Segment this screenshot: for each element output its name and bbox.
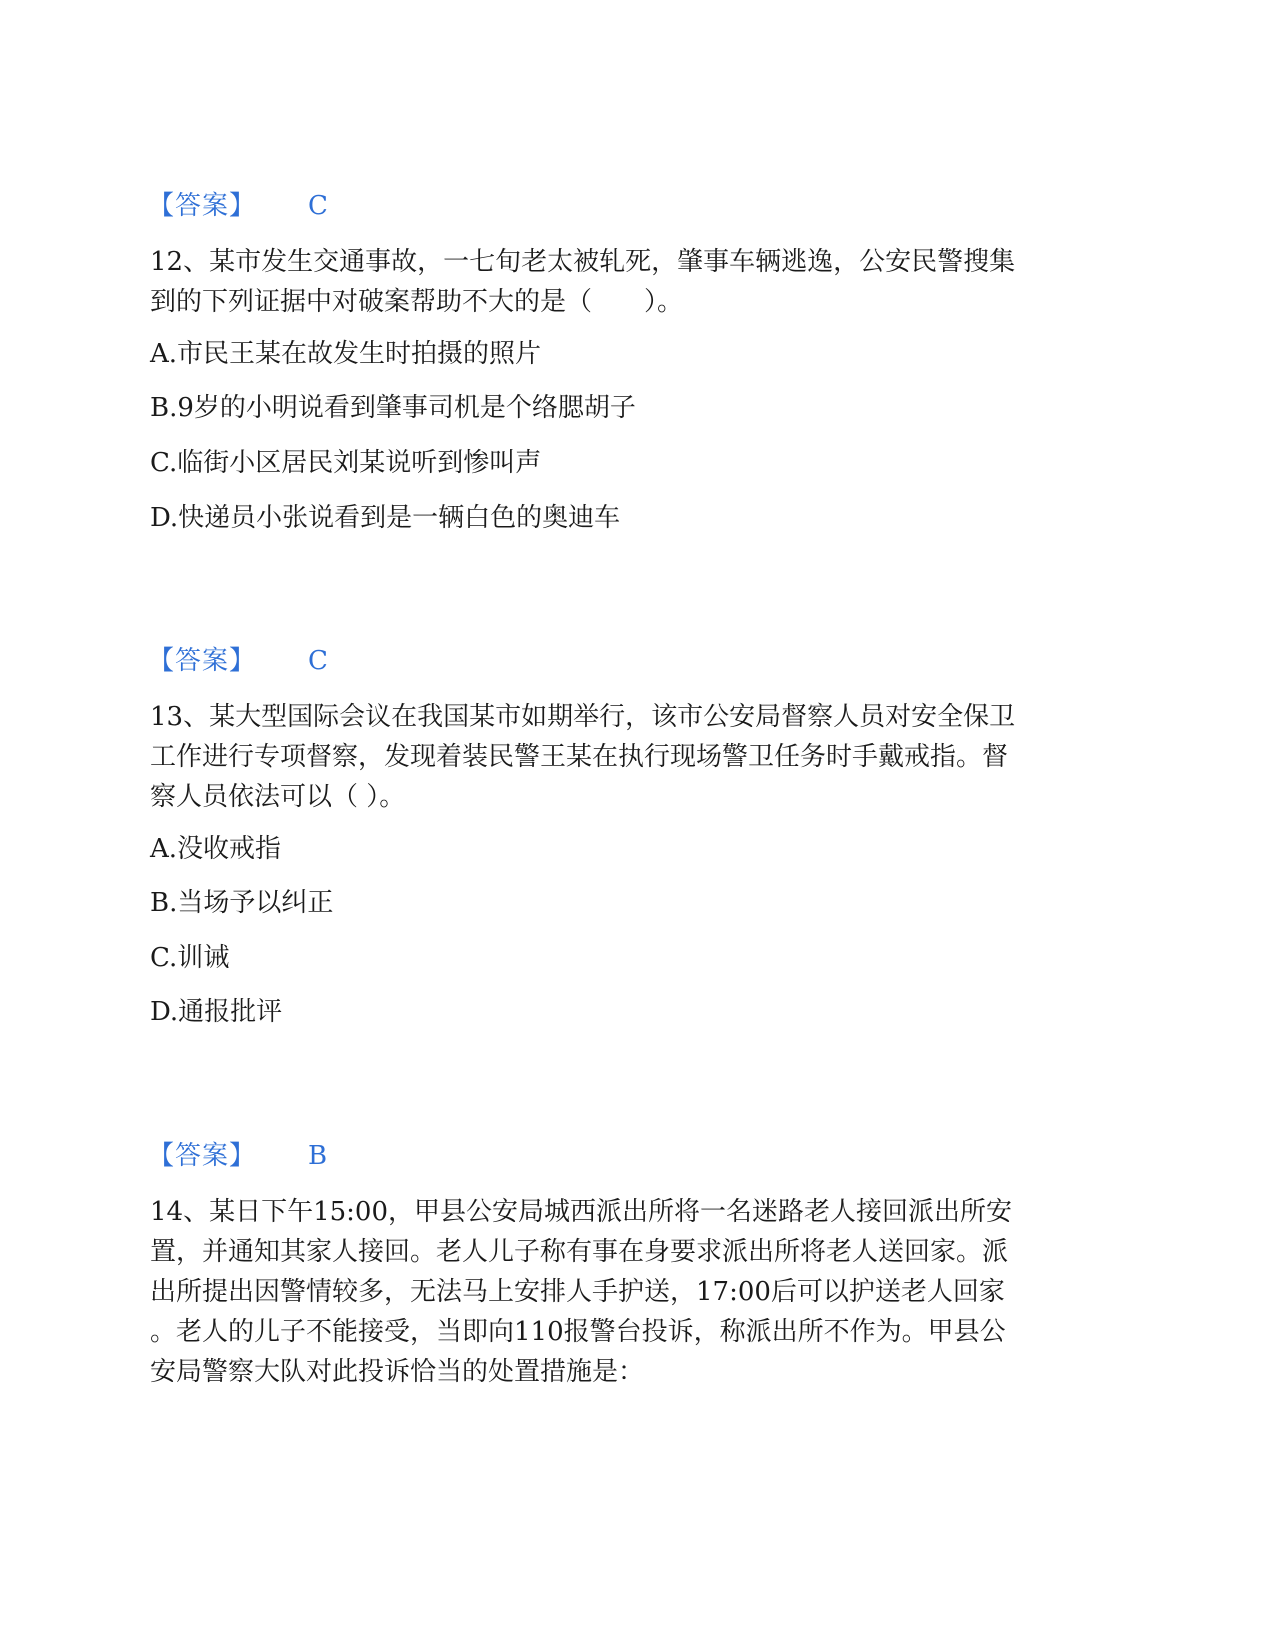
- question-14-text: 14、某日下午15:00，甲县公安局城西派出所将一名迷路老人接回派出所安 置，并通知其家人接回。老人儿子称有事在身要求派出所将老人送回家。派 出所提出因警情较多，无法马上安排人手护送，17:00后可以护送老人回家 。老人的儿子不能接受，当即向110报警台投诉，称派出所不作为。甲县公 安局警察大队对此投诉恰当的处置措施是：: [150, 1197, 1013, 1387]
- question-12-text: 12、某市发生交通事故，一七旬老太被轧死，肇事车辆逃逸，公安民警搜集 到的下列证据中对破案帮助不大的是（ ）。: [150, 247, 1016, 317]
- answer-value: C: [308, 646, 328, 676]
- question-12-option-a: A.市民王某在故发生时拍摄的照片: [150, 339, 542, 369]
- answer-value: C: [308, 191, 328, 221]
- answer-line: [148, 1140, 327, 1172]
- question-13-option-a: A.没收戒指: [150, 834, 282, 864]
- question-13-text: 13、某大型国际会议在我国某市如期举行，该市公安局督察人员对安全保卫 工作进行专项督察，发现着装民警王某在执行现场警卫任务时手戴戒指。督 察人员依法可以（ ）。: [150, 702, 1016, 812]
- answer-label: 【答案】: [148, 191, 257, 221]
- question-12-option-c: C.临街小区居民刘某说听到惨叫声: [150, 448, 542, 478]
- question-13-option-b: B.当场予以纠正: [150, 888, 334, 918]
- answer-label: 【答案】: [148, 646, 257, 676]
- question-13-option-d: D.通报批评: [150, 997, 283, 1027]
- question-12-option-b: B.9岁的小明说看到肇事司机是个络腮胡子: [150, 393, 636, 423]
- question-13-option-c: C.训诫: [150, 943, 230, 973]
- answer-line: [148, 645, 328, 677]
- answer-value: B: [308, 1141, 328, 1171]
- answer-line: [148, 190, 328, 222]
- question-12-option-d: D.快递员小张说看到是一辆白色的奥迪车: [150, 503, 621, 533]
- answer-label: 【答案】: [148, 1141, 257, 1171]
